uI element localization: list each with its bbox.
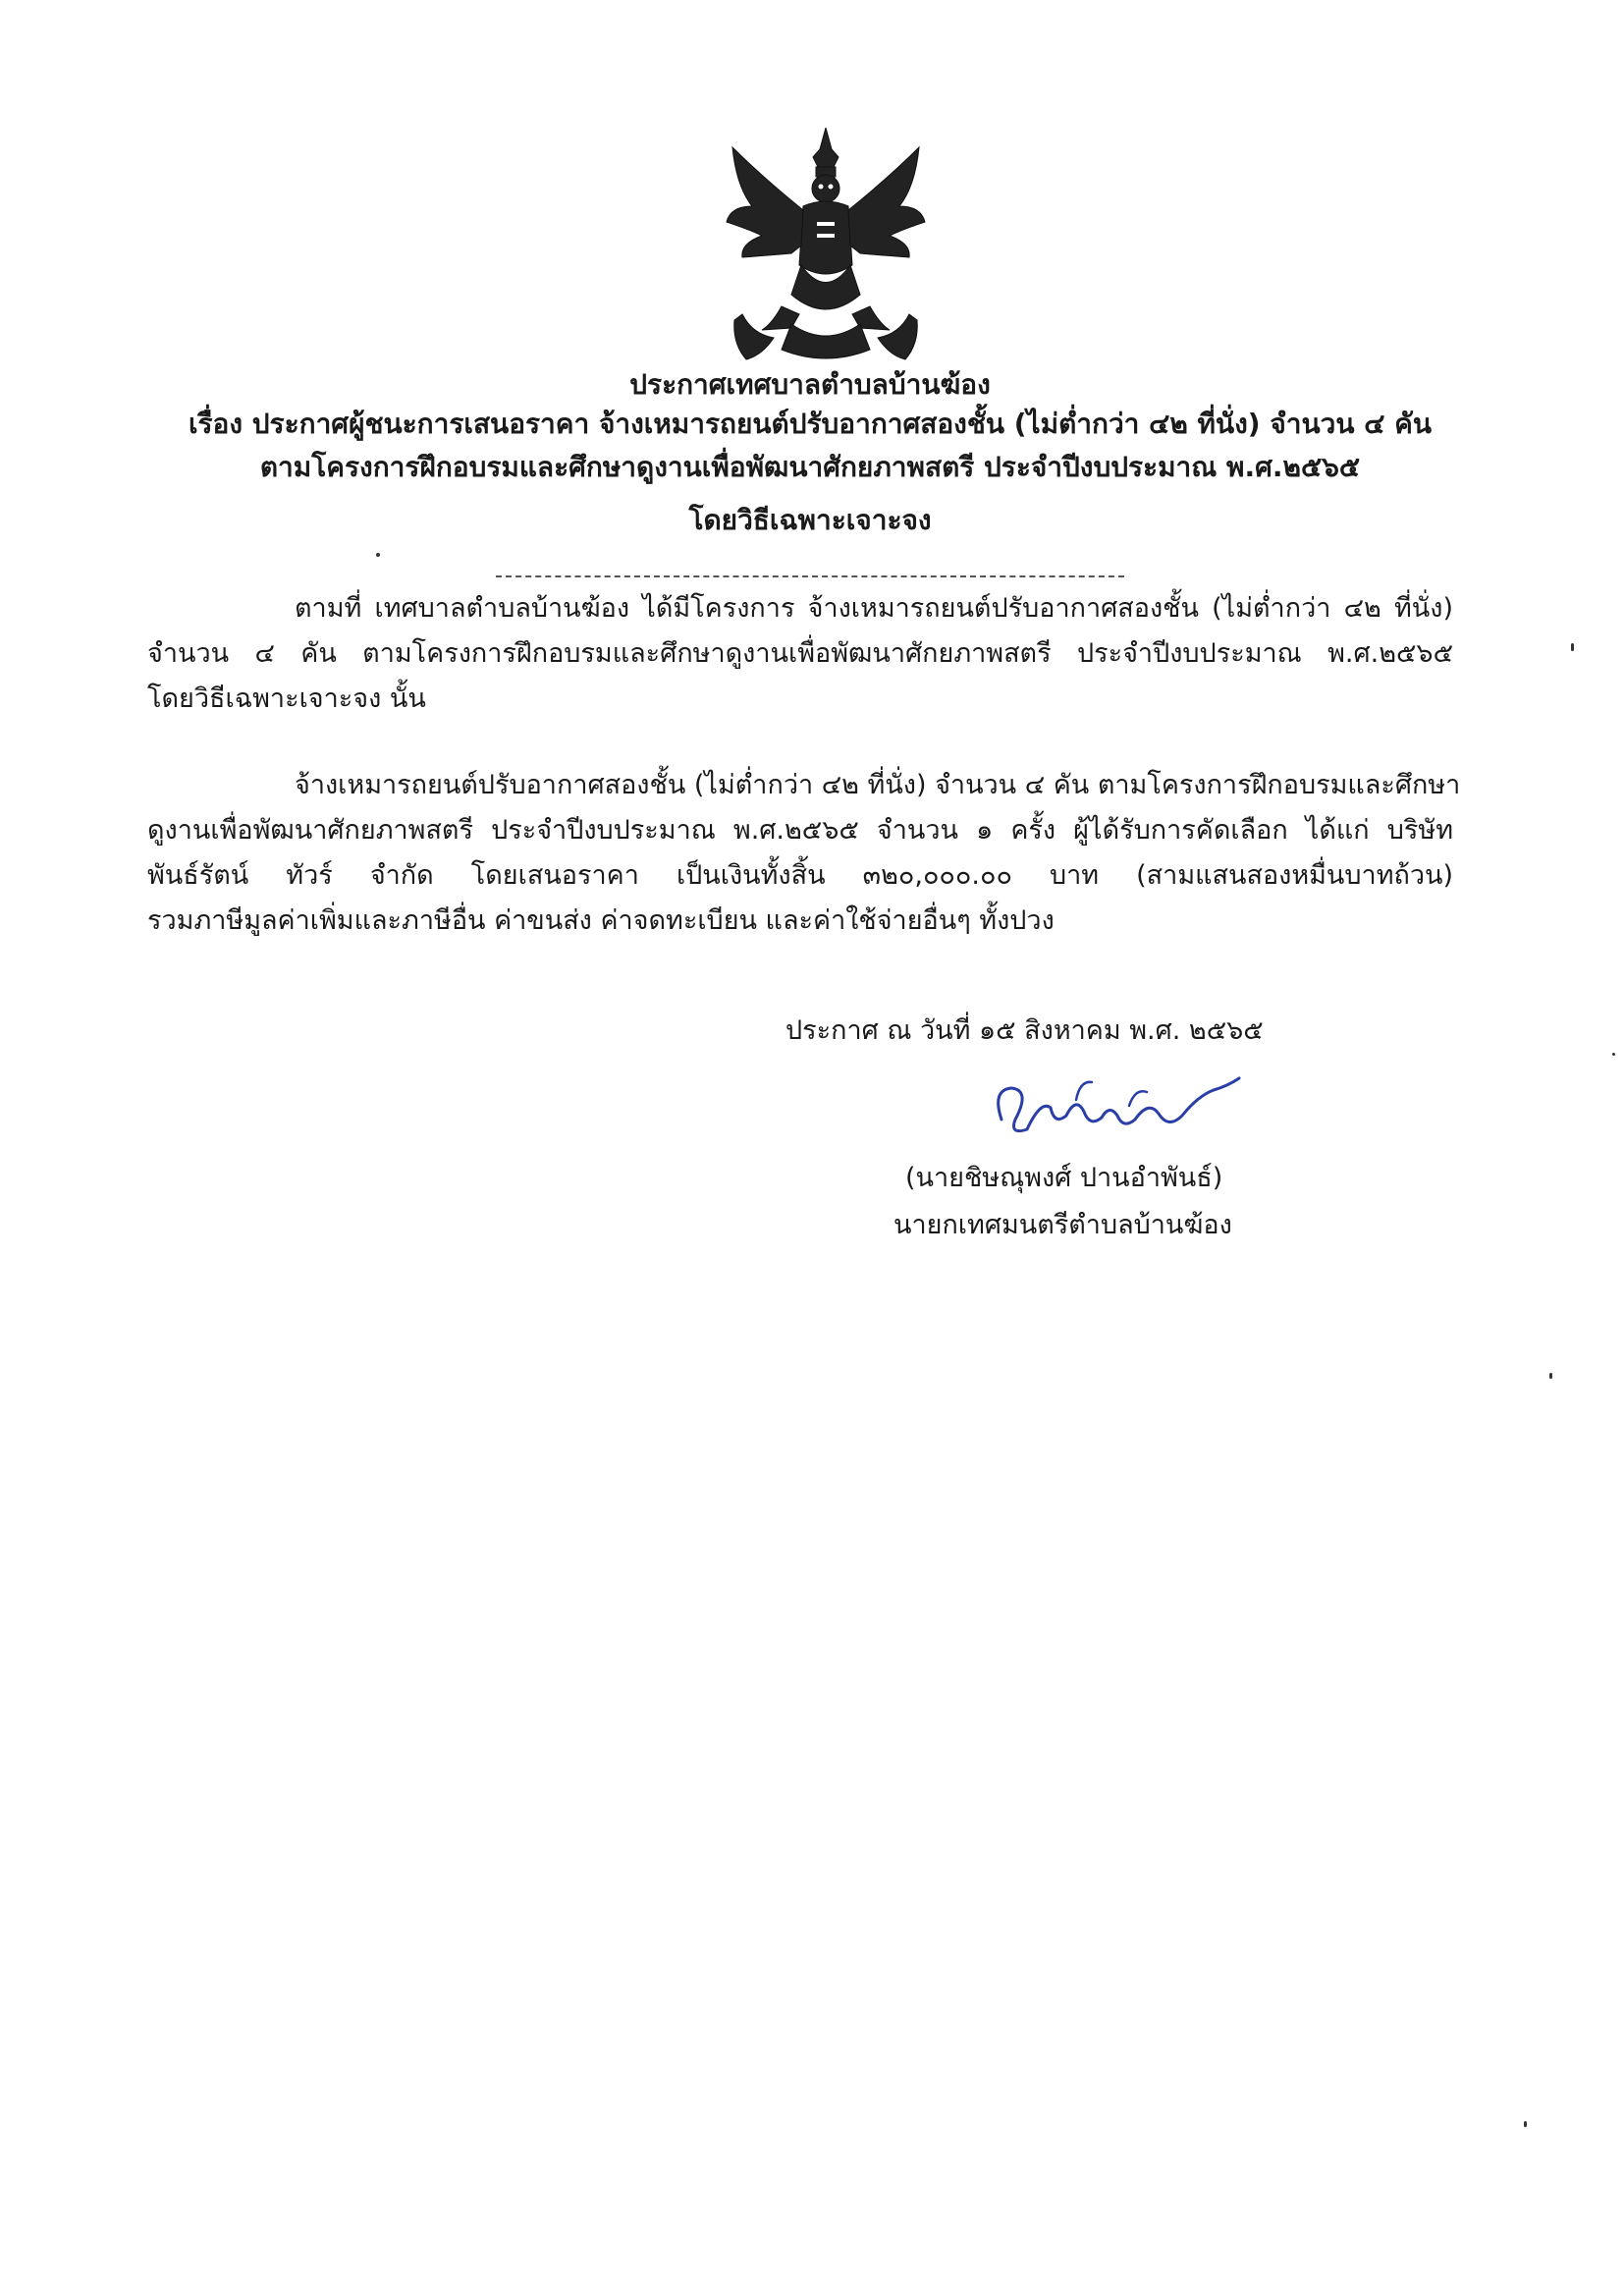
subject-line-2: ตามโครงการฝึกอบรมและศึกษาดูงานเพื่อพัฒนาศักยภาพสตรี ประจำปีงบประมาณ พ.ศ.๒๕๖๕ [259, 451, 1361, 483]
signer-name: (นายชิษณุพงศ์ ปานอำพันธ์) [905, 1163, 1223, 1193]
paragraph-2-line-4: รวมภาษีมูลค่าเพิ่มและภาษีอื่น ค่าขนส่ง ค่าจดทะเบียน และค่าใช้จ่ายอื่นๆ ทั้งปวง [147, 905, 1055, 936]
paragraph-1-line-1: ตามที่ เทศบาลตำบลบ้านฆ้อง ได้มีโครงการ จ้างเหมารถยนต์ปรับอากาศสองชั้น (ไม่ต่ำกว่า ๔๒ ที่นั่ง) [295, 593, 1453, 624]
paragraph-2-line-1: จ้างเหมารถยนต์ปรับอากาศสองชั้น (ไม่ต่ำกว่า ๔๒ ที่นั่ง) จำนวน ๔ คัน ตามโครงการฝึกอบรมและศึกษา [295, 770, 1461, 800]
announcement-title: ประกาศเทศบาลตำบลบ้านฆ้อง [629, 368, 991, 401]
paragraph-1-line-2: จำนวน ๔ คัน ตามโครงการฝึกอบรมและศึกษาดูงานเพื่อพัฒนาศักยภาพสตรี ประจำปีงบประมาณ พ.ศ.๒๕๖๕ [147, 638, 1453, 669]
procurement-method: โดยวิธีเฉพาะเจาะจง [688, 504, 932, 536]
scan-speck [1524, 2121, 1527, 2127]
announcement-date: ประกาศ ณ วันที่ ๑๕ สิงหาคม พ.ศ. ๒๕๖๕ [785, 1015, 1264, 1046]
paragraph-1-line-3: โดยวิธีเฉพาะเจาะจง นั้น [147, 683, 426, 714]
scan-speck [1612, 1053, 1615, 1056]
scan-speck [376, 553, 380, 557]
subject-line: เรื่อง ประกาศผู้ชนะการเสนอราคา จ้างเหมารถยนต์ปรับอากาศสองชั้น (ไม่ต่ำกว่า ๔๒ ที่นั่ง) จำนวน ๔ คัน [188, 408, 1433, 440]
scan-speck [1571, 643, 1574, 651]
paragraph-2-line-2: ดูงานเพื่อพัฒนาศักยภาพสตรี ประจำปีงบประมาณ พ.ศ.๒๕๖๕ จำนวน ๑ ครั้ง ผู้ได้รับการคัดเลือก ได้แก่ บริษัท [147, 815, 1453, 846]
scan-speck [1549, 1373, 1552, 1379]
handwritten-signature [982, 1061, 1247, 1149]
garuda-emblem [723, 128, 929, 363]
signer-position: นายกเทศมนตรีตำบลบ้านฆ้อง [893, 1210, 1232, 1240]
separator-line [496, 575, 1124, 577]
paragraph-2-line-3: พันธ์รัตน์ ทัวร์ จำกัด โดยเสนอราคา เป็นเงินทั้งสิ้น ๓๒๐,๐๐๐.๐๐ บาท (สามแสนสองหมื่นบาทถ้วน) [147, 860, 1453, 891]
